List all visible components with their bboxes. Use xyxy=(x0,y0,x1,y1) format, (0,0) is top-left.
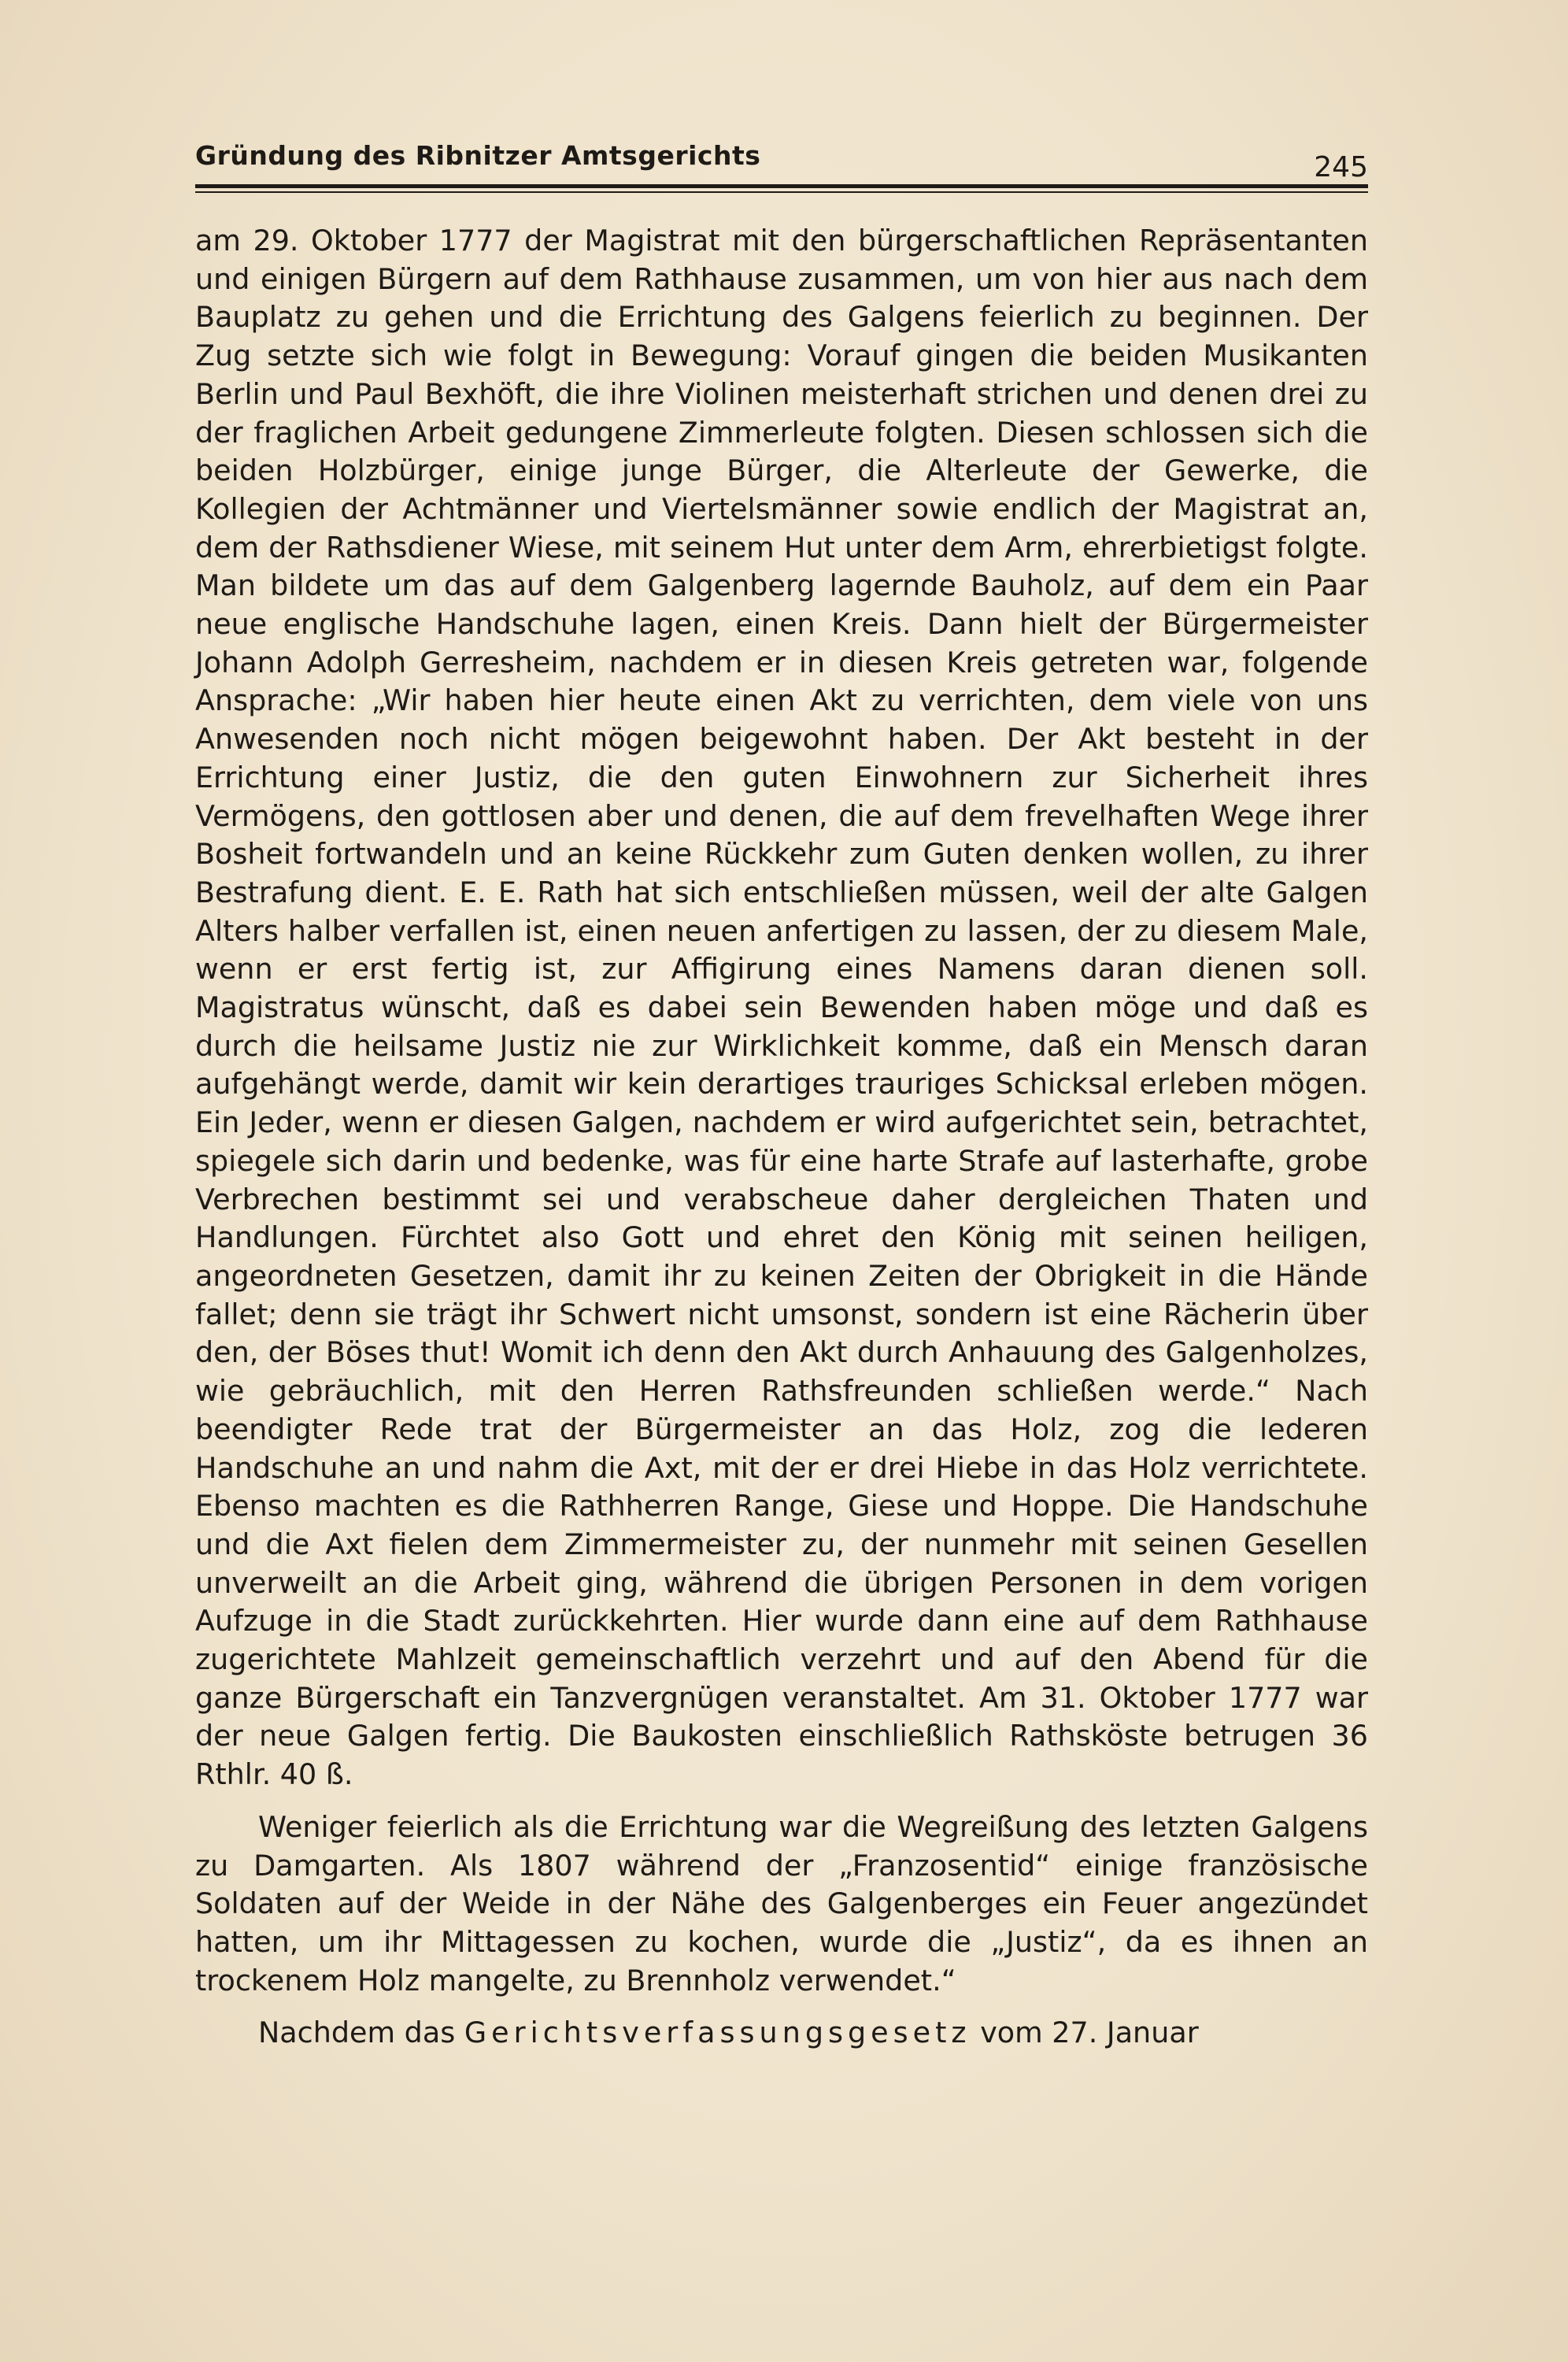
body-text xyxy=(195,222,1368,2053)
paragraph-3-spaced-term: Gerichtsverfassungsgesetz xyxy=(464,2016,971,2050)
header-rule-thick xyxy=(195,184,1368,188)
running-title: Gründung des Ribnitzer Amtsgerichts xyxy=(195,140,761,171)
paragraph-1: am 29. Oktober 1777 der Magistrat mit den bürgerschaftlichen Repräsentanten und einigen Bürgern auf dem Rathhause zusammen, um von hier aus nach dem Bauplatz zu gehen und die Errichtung des Galgens feierlich zu beginnen. Der Zug setzte sich wie folgt in Bewegung: Vorauf gingen die beiden Musikanten Berlin und Paul Bexhöft, die ihre Violinen meisterhaft strichen und denen drei zu der fraglichen Arbeit gedungene Zimmerleute folgten. Diesen schlossen sich die beiden Holzbürger, einige junge Bürger, die Alterleute der Gewerke, die Kollegien der Achtmänner und Viertelsmänner sowie endlich der Magistrat an, dem der Rathsdiener Wiese, mit seinem Hut unter dem Arm, ehrerbietigst folgte. Man bildete um das auf dem Galgenberg lagernde Bauholz, auf dem ein Paar neue englische Handschuhe lagen, einen Kreis. Dann hielt der Bürgermeister Johann Adolph Gerresheim, nachdem er in diesen Kreis getreten war, folgende Ansprache: „Wir haben hier heute einen Akt zu verrichten, dem viele von uns Anwesenden noch nicht mögen beigewohnt haben. Der Akt besteht in der Errichtung einer Justiz, die den guten Einwohnern zur Sicherheit ihres Vermögens, den gottlosen aber und denen, die auf dem frevelhaften Wege ihrer Bosheit fortwandeln und an keine Rückkehr zum Guten denken wollen, zu ihrer Bestrafung dient. E. E. Rath hat sich entschließen müssen, weil der alte Galgen Alters halber verfallen ist, einen neuen anfertigen zu lassen, der zu diesem Male, wenn er erst fertig ist, zur Affigirung eines Namens daran dienen soll. Magistratus wünscht, daß es dabei sein Bewenden haben möge und daß es durch die heilsame Justiz nie zur Wirklichkeit komme, daß ein Mensch daran aufgehängt werde, damit wir kein derartiges trauriges Schicksal erleben mögen. Ein Jeder, wenn er diesen Galgen, nachdem er wird aufgerichtet sein, betrachtet, spiegele sich darin und bedenke, was für eine harte Strafe auf lasterhafte, grobe Verbrechen bestimmt sei und verabscheue daher dergleichen Thaten und Handlungen. Fürchtet also Gott und ehret den König mit seinen heiligen, angeordneten Gesetzen, damit ihr zu keinen Zeiten der Obrigkeit in die Hände fallet; denn sie trägt ihr Schwert nicht umsonst, sondern ist eine Rächerin über den, der Böses thut! Womit ich denn den Akt durch Anhauung des Galgenholzes, wie gebräuchlich, mit den Herren Rathsfreunden schließen werde.“ Nach beendigter Rede trat der Bürgermeister an das Holz, zog die lederen Handschuhe an und nahm die Axt, mit der er drei Hiebe in das Holz verrichtete. Ebenso machten es die Rathherren Range, Giese und Hoppe. Die Handschuhe und die Axt fielen dem Zimmermeister zu, der nunmehr mit seinen Gesellen unverweilt an die Arbeit ging, während die übrigen Personen in dem vorigen Aufzuge in die Stadt zurückkehrten. Hier wurde dann eine auf dem Rathhause zugerichtete Mahlzeit gemeinschaftlich verzehrt und auf den Abend für die ganze Bürgerschaft ein Tanzvergnügen veranstaltet. Am 31. Oktober 1777 war der neue Galgen fertig. Die Baukosten einschließlich Rathsköste betrugen 36 Rthlr. 40 ß. xyxy=(195,224,1368,1792)
paragraph-3 xyxy=(195,2014,1368,2053)
header-rule-thin xyxy=(195,191,1368,193)
running-head xyxy=(195,134,1368,189)
paragraph-2: Weniger feierlich als die Errichtung war die Wegreißung des letzten Galgens zu Damgarten. Als 1807 während der „Franzosentid“ einige französische Soldaten auf der Weide in der Nähe des Galgenberges ein Feuer angezündet hatten, um ihr Mittagessen zu kochen, wurde die „Justiz“, da es ihnen an trockenem Holz mangelte, zu Brennholz verwendet.“ xyxy=(195,1809,1368,1997)
page-number: 245 xyxy=(1314,151,1368,183)
paragraph-3-end: vom 27. Januar xyxy=(980,2016,1199,2050)
paragraph-3-start: Nachdem das xyxy=(258,2016,456,2050)
